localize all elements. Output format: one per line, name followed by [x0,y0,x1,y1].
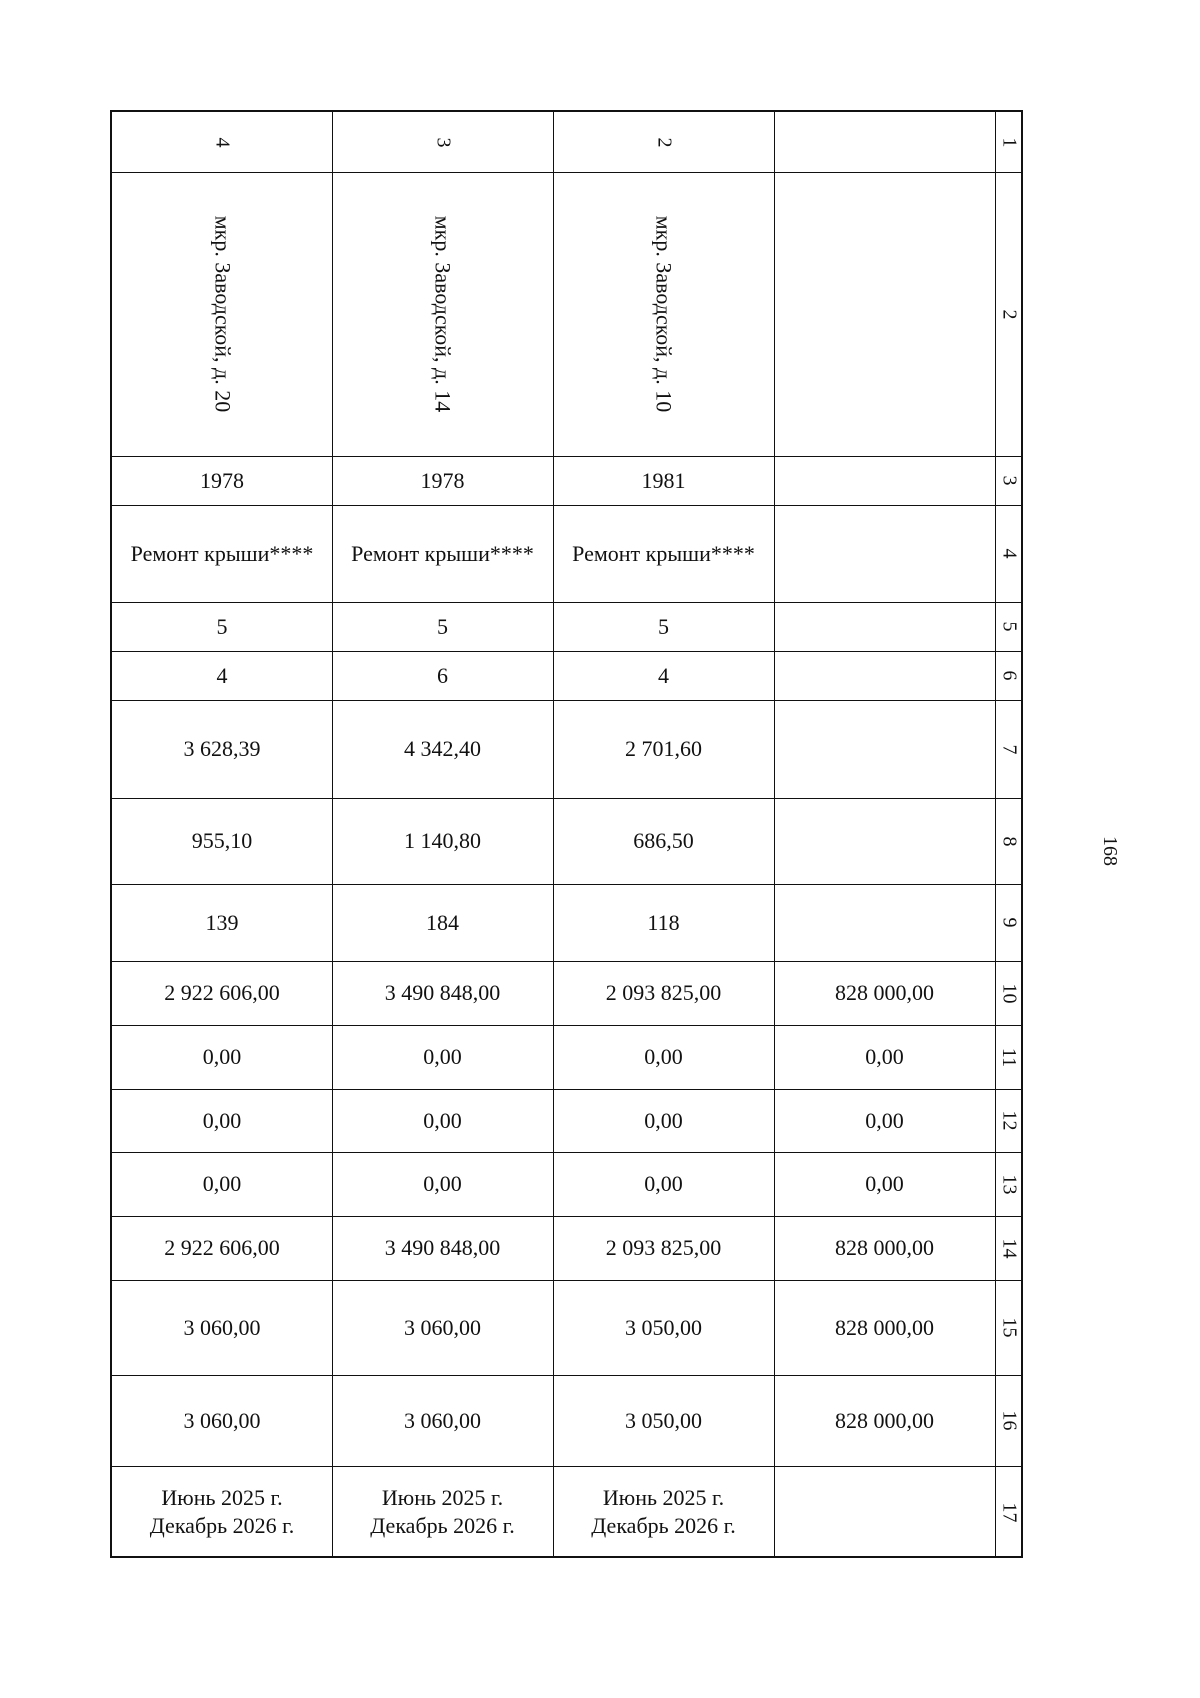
row-number-text: 14 [998,1238,1021,1258]
table-cell: Ремонт крыши**** [130,540,314,566]
table-cell [774,505,995,602]
row-number-text: 4 [998,548,1021,559]
table-cell [774,602,995,651]
table-cell: Ремонт крыши**** [572,540,755,566]
row-number-text: 13 [998,1174,1021,1194]
row-number [995,505,1023,602]
row-number-text: 9 [998,917,1021,928]
row-number-text: 2 [998,309,1021,319]
period-cell [553,1466,774,1558]
table-cell: 0,00 [202,1107,242,1133]
table-cell: 3 050,00 [625,1407,702,1433]
table-cell: 0,00 [644,1044,683,1069]
table-cell: 6 [437,662,448,688]
table-cell: 0,00 [423,1107,462,1133]
table-cell: 0,00 [865,1044,904,1069]
table-cell: 3 060,00 [404,1314,481,1340]
table-cell: 0,00 [865,1107,904,1133]
row-number [995,651,1023,700]
table-cell: 828 000,00 [835,1407,934,1433]
column-number [332,112,553,172]
row-number [995,1216,1023,1280]
row-number [995,602,1023,651]
column-number-text: 3 [432,137,454,147]
table-cell: 2 922 606,00 [164,1235,280,1260]
table-cell: 5 [437,613,448,639]
data-table [110,110,1023,1558]
column-number [553,112,774,172]
table-cell: 828 000,00 [835,980,934,1005]
row-number-text: 5 [998,621,1021,632]
table-cell: Ремонт крыши**** [351,540,534,566]
table-cell: 118 [647,909,680,935]
row-number-text: 10 [998,983,1021,1003]
table-cell: 4 [658,662,669,688]
row-number-text: 6 [998,670,1021,681]
period-cell [774,1466,995,1558]
address-text: мкр. Заводской, д. 20 [210,215,235,413]
row-number [995,1280,1023,1375]
row-number-text: 17 [998,1502,1021,1522]
period-cell [332,1466,553,1558]
table-cell: 1 140,80 [404,828,481,853]
table-cell: 184 [426,909,459,935]
address-cell [553,172,774,456]
table-cell: 1978 [200,467,244,493]
table-cell: 2 922 606,00 [164,980,280,1005]
column-number-text: 2 [653,137,675,147]
row-number [995,456,1023,505]
row-number [995,172,1023,456]
table-cell: 955,10 [191,828,253,853]
table-cell [774,798,995,884]
period-end: Декабрь 2026 г. [591,1513,736,1538]
row-number [995,700,1023,798]
table-cell: 3 628,39 [183,736,261,761]
row-number [995,961,1023,1025]
table-cell [774,884,995,961]
table-cell: 3 490 848,00 [384,980,501,1005]
period-end: Декабрь 2026 г. [370,1513,515,1538]
table-cell: 1978 [420,467,465,493]
address-text: мкр. Заводской, д. 10 [651,215,677,413]
table-cell: 2 701,60 [625,736,702,761]
row-number [995,1089,1023,1152]
address-cell [112,172,332,456]
table-cell: 3 050,00 [625,1314,702,1340]
period-start: Июнь 2025 г. [161,1485,283,1510]
row-number-text: 8 [998,836,1021,846]
period-start: Июнь 2025 г. [602,1485,725,1510]
period-start: Июнь 2025 г. [381,1485,504,1510]
row-number [995,798,1023,884]
table-cell: 0,00 [644,1107,683,1133]
row-number-text: 11 [998,1047,1021,1067]
period-cell [112,1466,332,1558]
address-text: мкр. Заводской, д. 14 [430,215,456,413]
row-number-text: 7 [998,744,1021,754]
table-cell: 0,00 [202,1044,242,1069]
column-number [112,112,332,172]
table-cell: 0,00 [865,1171,904,1196]
table-cell: 828 000,00 [835,1314,934,1340]
table-cell: 0,00 [202,1171,242,1196]
table-cell: 2 093 825,00 [605,1235,722,1260]
table-cell: 3 060,00 [183,1314,261,1340]
row-number [995,112,1023,172]
table-cell: 0,00 [423,1044,462,1069]
row-number [995,1025,1023,1089]
row-number [995,1152,1023,1216]
row-number-text: 16 [998,1410,1021,1431]
table-cell: 4 342,40 [404,736,481,761]
period-end: Декабрь 2026 г. [149,1513,295,1538]
table-cell: 3 490 848,00 [384,1235,501,1260]
address-cell [774,172,995,456]
table-cell [774,651,995,700]
address-cell [332,172,553,456]
table-cell: 5 [216,613,228,639]
row-number [995,884,1023,961]
row-number-text: 15 [998,1317,1021,1338]
table-cell [774,456,995,505]
row-number-text: 3 [998,475,1021,486]
row-number-text: 12 [998,1110,1021,1131]
table-cell: 4 [216,662,228,688]
row-number [995,1375,1023,1466]
table-cell: 139 [205,909,239,935]
table-cell: 5 [658,613,669,639]
table-cell: 3 060,00 [404,1407,481,1433]
table-cell: 1981 [641,467,686,493]
row-number [995,1466,1023,1558]
table-cell: 686,50 [633,828,694,853]
table-cell: 0,00 [423,1171,462,1196]
table-cell: 2 093 825,00 [605,980,722,1005]
table-cell: 0,00 [644,1171,683,1196]
table-cell: 3 060,00 [183,1407,261,1433]
row-number-text: 1 [998,137,1021,147]
table-cell: 828 000,00 [835,1235,934,1260]
page-number: 168 [1099,836,1121,866]
column-number-text: 4 [211,137,234,147]
column-number [774,112,995,172]
table-cell [774,700,995,798]
